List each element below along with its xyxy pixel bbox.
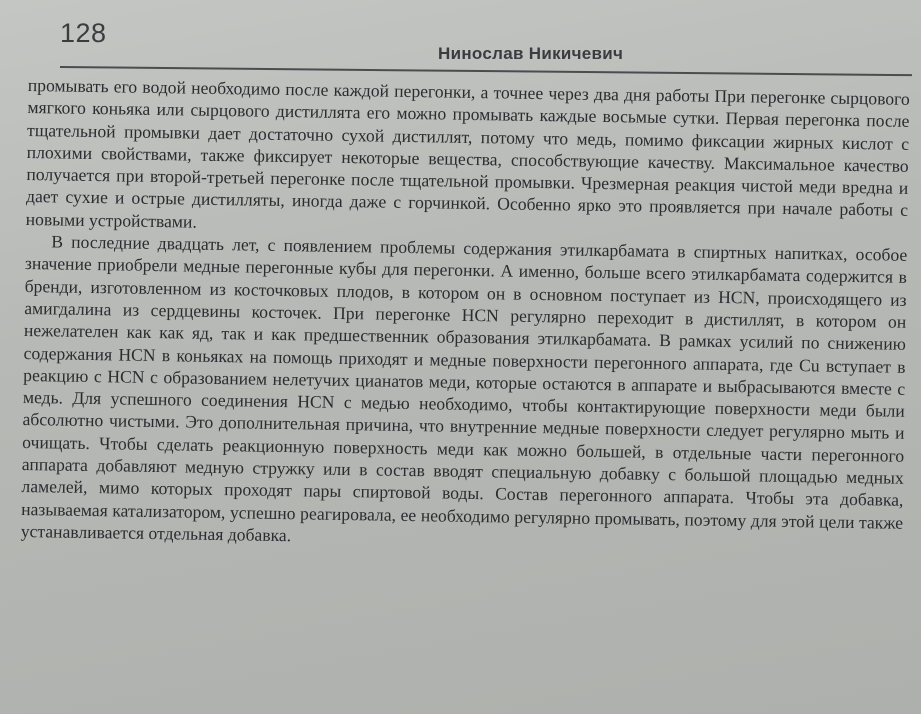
page-number: 128 [60, 18, 107, 48]
page-header [0, 0, 921, 74]
paragraph-2: В последние двадцать лет, с появлением проблемы содержания этилкарбамата в спиртных напитках, особое значение приобрели медные перегонные кубы для перегонки. А именно, больше всего этилкарбамата содержится в бренди, изготовленном из косточковых плодов, в котором он в основном поступает из HCN, происходящего из амигдалина из сердцевины косточек. При перегонке HCN регулярно переходит в дистиллят, в котором он нежелателен как как яд, так и как предшественник образования этилкарбамата. В рамках усилий по снижению содержания HCN в коньяках на помощь приходят и медные поверхности перегонного аппарата, где Cu вступает в реакцию с HCN с образованием нелетучих цианатов меди, которые остаются в аппарате и выбрасываются вместе с медь. Для успешного соединения HCN с медью необходимо, чтобы контактирующие поверхности меди были абсолютно чистыми. Это дополнительная причина, что внутренние медные поверхности следует регулярно мыть и очищать. Чтобы сделать реакционную поверхность меди как можно большей, в отдельные части перегонного аппарата добавляют медную стружку или в состав вводят специальную добавку с большой площадью медных ламелей, мимо которых проходят пары спиртовой воды. Состав перегонного аппарата. Чтобы эта добавка, называемая катализатором, успешно реагировала, ее необходимо регулярно промывать, поэтому для этой цели также устанавливается отдельная добавка. [20, 231, 908, 546]
running-head-author: Нинослав Никичевич [438, 44, 624, 63]
header-rule [60, 66, 912, 76]
paragraph-1: промывать его водой необходимо после каждой перегонки, а точнее через два дня работы При перегонке сырцового мягкого коньяка или сырцового дистиллята его можно промывать каждые восьмые сутки. Первая перегонка после тщательной промывки дает достаточно сухой дистиллят, потому что медь, помимо фиксации жирных кислот с плохими свойствами, также фиксирует некоторые вещества, способствующие качеству. Максимальное качество получается при второй-третьей перегонке после тщательной промывки. Чрезмерная реакция чистой меди вредна и дает сухие и острые дистилляты, иногда даже с горчинкой. Особенно ярко это проявляется при начале работы с новыми устройствами. [25, 74, 910, 232]
body-text [21, 74, 910, 556]
